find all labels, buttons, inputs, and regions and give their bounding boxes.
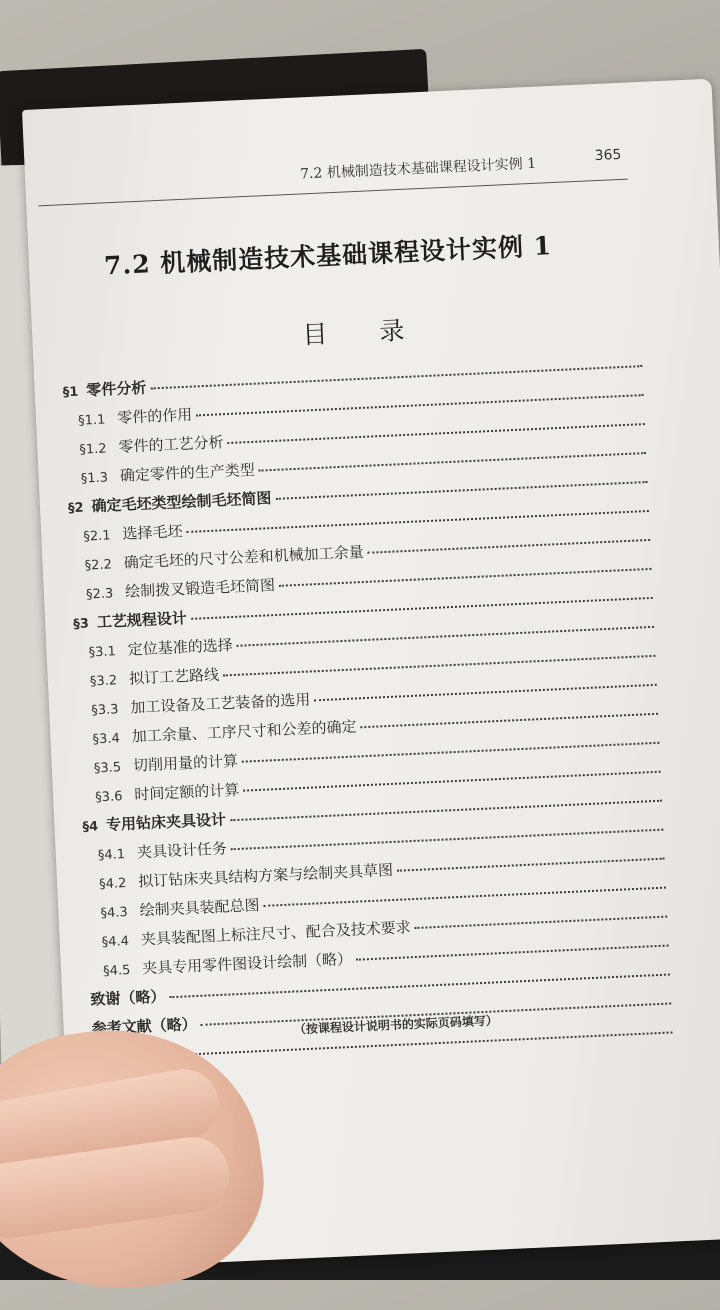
- toc-entry-title: 确定毛坯的尺寸公差和机械加工余量: [123, 542, 365, 572]
- toc-entry-title: 定位基准的选择: [127, 636, 234, 659]
- toc-leader-dots: [397, 857, 665, 872]
- toc-entry-number: §3.2: [89, 673, 118, 690]
- toc-entry-number: §4: [82, 819, 99, 835]
- toc-entry-number: §3: [73, 616, 90, 633]
- running-header: 7.2 机械制造技术基础课程设计实例 1: [299, 155, 537, 183]
- toc-entry-title: 加工余量、工序尺寸和公差的确定: [131, 717, 357, 746]
- toc-entry-number: §2.3: [85, 586, 114, 603]
- toc-entry-title: 夹具设计任务: [136, 839, 228, 862]
- toc-entry-title: 拟订钻床夹具结构方案与绘制夹具草图: [137, 860, 394, 891]
- toc-entry-number: §1.2: [79, 441, 107, 458]
- toc-entry-number: §3.4: [92, 731, 121, 748]
- toc-entry-title: 工艺规程设计: [96, 609, 188, 632]
- toc-entry-title: 专用钻床夹具设计: [105, 810, 227, 834]
- toc-entry-title: 绘制夹具装配总图: [139, 896, 260, 920]
- toc-entry-title: 零件的工艺分析: [118, 433, 224, 456]
- toc-leader-dots: [360, 712, 658, 729]
- toc-entry-title: 绘制拨叉锻造毛坯简图: [124, 576, 276, 601]
- toc-entry-title: 加工设备及工艺装备的选用: [130, 690, 311, 717]
- toc-entry-number: §4.1: [97, 847, 126, 864]
- toc-leader-dots: [415, 915, 668, 929]
- toc-leader-dots: [368, 538, 651, 554]
- toc-entry-number: §1.3: [80, 470, 109, 487]
- toc-entry-number: §1: [62, 384, 79, 401]
- toc-entry-number: §3.5: [93, 760, 122, 777]
- toc-entry-number: §2: [67, 500, 85, 517]
- toc-leader-dots: [314, 683, 657, 702]
- toc-entry-title: 确定零件的生产类型: [119, 460, 256, 485]
- toc-entry-title: 选择毛坯: [122, 522, 183, 543]
- toc-entry-number: §3.3: [90, 702, 119, 719]
- toc-entry-number: §2.1: [83, 528, 111, 545]
- toc-entry-title: 拟订工艺路线: [128, 665, 220, 688]
- toc-entry-number: §3.1: [88, 644, 117, 661]
- toc-entry-title: 零件的作用: [116, 405, 193, 427]
- toc-entry-title: 切削用量的计算: [132, 751, 239, 775]
- toc-entry-title: 夹具装配图上标注尺寸、配合及技术要求: [140, 918, 412, 949]
- toc-entry-number: §4.3: [100, 905, 129, 922]
- header-rule: [38, 179, 627, 207]
- table-of-contents: [62, 354, 673, 1076]
- page-number-note: （按课程设计说明书的实际页码填写）: [293, 1013, 499, 1037]
- page-number: 365: [594, 146, 622, 165]
- toc-entry-number: §3.6: [94, 789, 123, 806]
- toc-entry-title: 夹具专用零件图设计绘制（略）: [141, 949, 353, 978]
- toc-entry-title: 参考文献（略）: [91, 1015, 198, 1038]
- toc-entry-title: 致谢（略）: [90, 987, 166, 1009]
- toc-entry-number: §2.2: [84, 557, 113, 574]
- toc-entry-title: 确定毛坯类型绘制毛坯简图: [91, 489, 272, 516]
- toc-entry-number: §4.4: [101, 934, 130, 951]
- toc-entry-number: §1.1: [77, 412, 106, 429]
- toc-leader-dots: [356, 944, 669, 961]
- toc-entry-title: 零件分析: [85, 378, 147, 400]
- toc-entry-number: §4.5: [102, 962, 131, 980]
- section-title: 7.2 机械制造技术基础课程设计实例 1: [103, 231, 553, 281]
- toc-entry-number: §4.2: [98, 876, 127, 893]
- toc-entry-title: 时间定额的计算: [133, 780, 240, 804]
- toc-heading: 目 录: [301, 314, 427, 350]
